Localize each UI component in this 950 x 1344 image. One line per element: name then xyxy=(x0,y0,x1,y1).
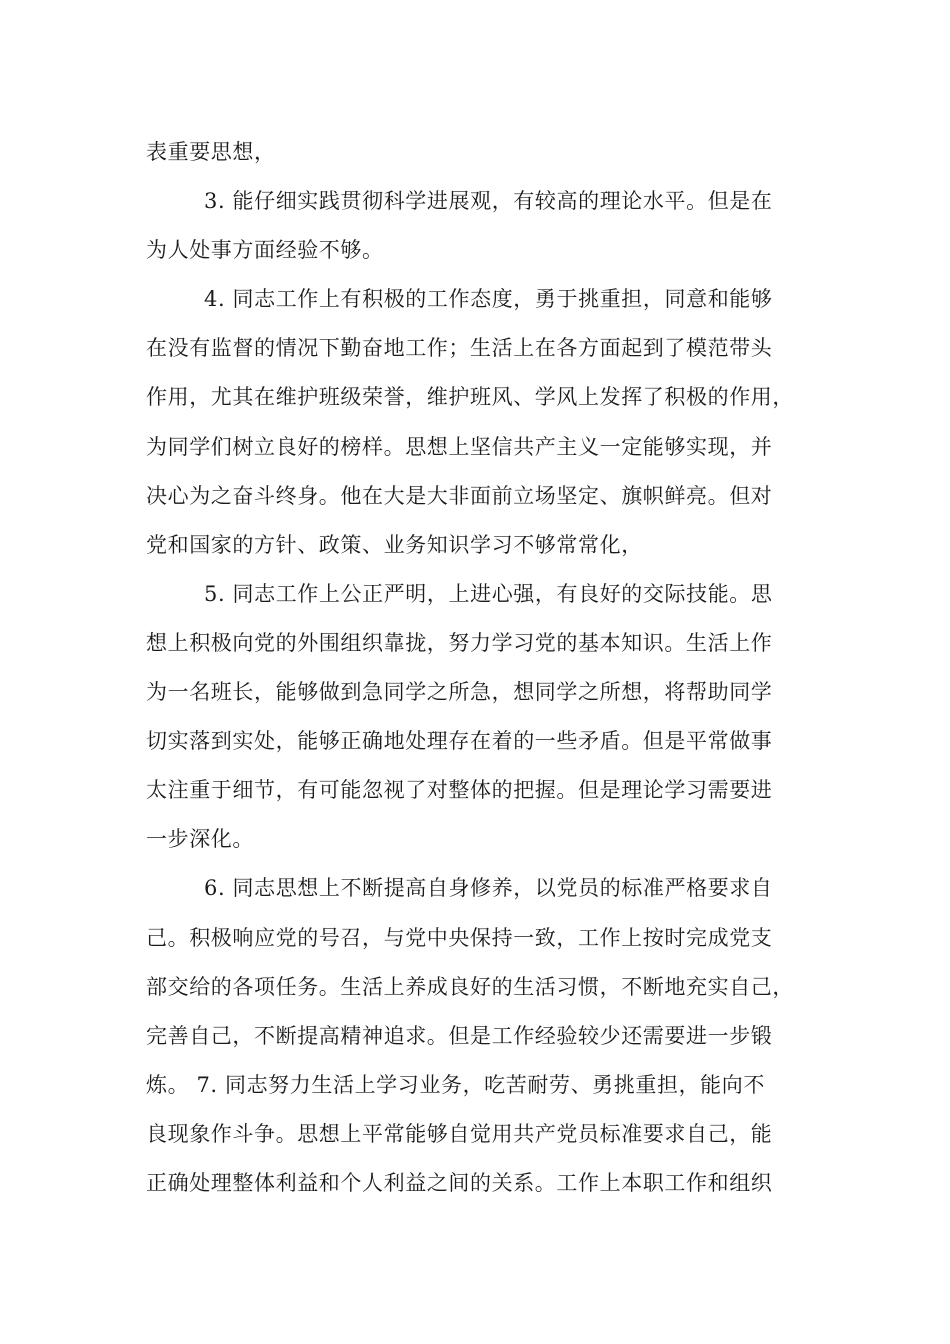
text-line: 一步深化。 xyxy=(146,827,254,852)
text-line: 3. 能仔细实践贯彻科学进展观，有较高的理论水平。但是在 xyxy=(204,189,773,214)
text-line: 部交给的各项任务。生活上养成良好的生活习惯，不断地充实自己， xyxy=(146,974,794,999)
text-line: 4. 同志工作上有积极的工作态度，勇于挑重担，同意和能够 xyxy=(204,287,773,312)
document-body xyxy=(146,128,816,1208)
text-line: 5. 同志工作上公正严明，上进心强，有良好的交际技能。思 xyxy=(204,581,773,606)
text-line: 切实落到实处，能够正确地处理存在着的一些矛盾。但是平常做事 xyxy=(146,729,773,754)
text-line: 决心为之奋斗终身。他在大是大非面前立场坚定、旗帜鲜亮。但对 xyxy=(146,483,773,508)
text-line: 炼。 7. 同志努力生活上学习业务，吃苦耐劳、勇挑重担，能向不 xyxy=(146,1072,765,1097)
text-line: 想上积极向党的外围组织靠拢，努力学习党的基本知识。生活上作 xyxy=(146,630,773,655)
text-line: 党和国家的方针、政策、业务知识学习不够常常化， xyxy=(146,532,643,557)
text-line: 6. 同志思想上不断提高自身修养，以党员的标准严格要求自 xyxy=(204,876,773,901)
text-line: 表重要思想， xyxy=(146,140,276,164)
text-line: 完善自己，不断提高精神追求。但是工作经验较少还需要进一步锻 xyxy=(146,1023,773,1048)
text-line: 在没有监督的情况下勤奋地工作；生活上在各方面起到了模范带头 xyxy=(146,336,773,361)
text-line: 良现象作斗争。思想上平常能够自觉用共产党员标准要求自己，能 xyxy=(146,1121,773,1146)
text-line: 太注重于细节，有可能忽视了对整体的把握。但是理论学习需要进 xyxy=(146,778,773,803)
text-line: 为人处事方面经验不够。 xyxy=(146,238,384,263)
text-line: 正确处理整体利益和个人利益之间的关系。工作上本职工作和组织 xyxy=(146,1170,773,1195)
text-line: 为一名班长，能够做到急同学之所急，想同学之所想，将帮助同学 xyxy=(146,680,773,705)
text-line: 作用，尤其在维护班级荣誉，维护班风、学风上发挥了积极的作用， xyxy=(146,385,794,410)
text-line: 为同学们树立良好的榜样。思想上坚信共产主义一定能够实现，并 xyxy=(146,434,773,459)
text-line: 己。积极响应党的号召，与党中央保持一致，工作上按时完成党支 xyxy=(146,925,773,950)
